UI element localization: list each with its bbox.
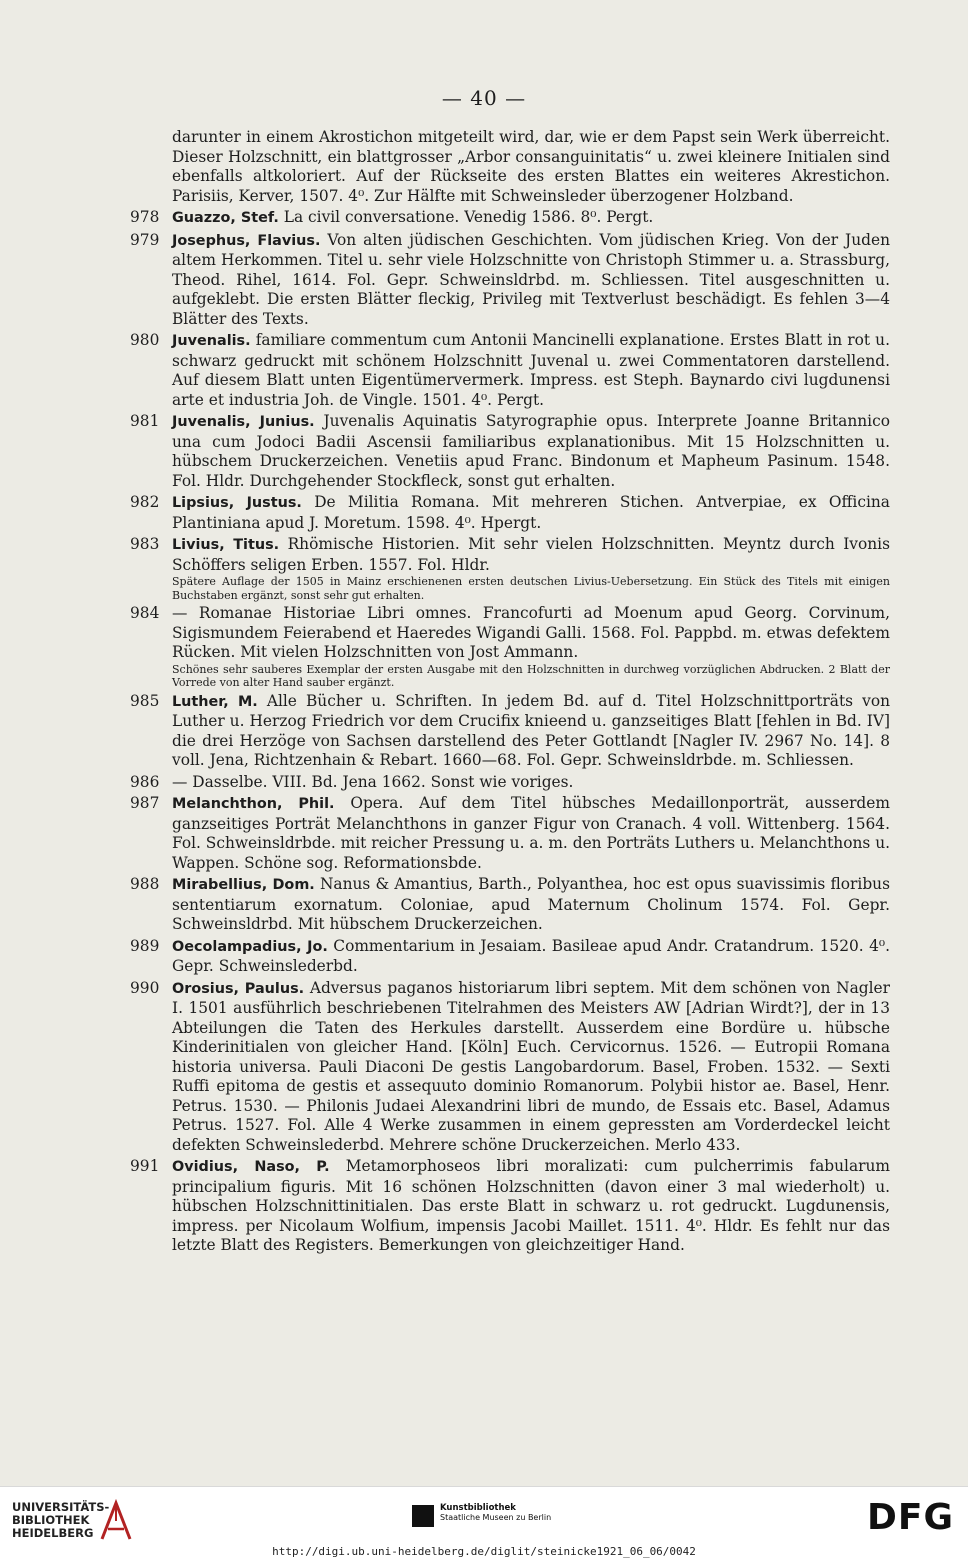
entry-body — [172, 692, 890, 771]
catalog-entry — [130, 875, 890, 935]
entry-number: 980 — [130, 331, 160, 349]
university-seal-icon — [96, 1499, 136, 1543]
entry-number: 989 — [130, 936, 160, 955]
entry-text: Juvenalis Aquinatis Satyrographie opus. Interprete Joanne Britannico una cum Jodoci Badii Ascensii familiaribus explanationibus. Mit 15 Holzschnitten u. hübschem Druckerzeichen. Venetiis apud Franc. Bindonum et Mapheum Pasinum. 1548. Fol. Hldr. Durchgehender Stockfleck, sonst gut erhalten. — [172, 412, 890, 490]
catalog-entry — [130, 604, 890, 690]
entry-author: Josephus, Flavius. — [172, 232, 321, 249]
kb-subtitle: Staatliche Museen zu Berlin — [440, 1513, 552, 1522]
entry-text: Alle Bücher u. Schriften. In jedem Bd. auf d. Titel Holzschnittporträts von Luther u. Herzog Friedrich vor dem Crucifix knieend u. ganzseitiges Blatt [fehlen in Bd. IV] die drei Herzöge von Sachsen darstellend des Peter Gottlandt [Nagler IV. 2967 No. 14]. 8 voll. Jena, Richtzenhain & Rebart. 1660—68. Fol. Gepr. Schweinsldrbde. m. Schliessen. — [172, 691, 890, 769]
entry-text: Opera. Auf dem Titel hübsches Medaillonporträt, ausserdem ganzseitiges Porträt Melanchthons in ganzer Figur von Cranach. 4 voll. Wittenberg. 1564. Fol. Schweinsldrbde. mit reicher Pressung u. a. m. den Porträts Luthers u. Melanchthons u. Wappen. Schöne sog. Reformationsbde. — [172, 794, 890, 872]
entry-number: 978 — [130, 208, 160, 226]
entry-body — [172, 604, 890, 663]
entry-author: Ovidius, Naso, P. — [172, 1159, 330, 1175]
entry-number: 988 — [130, 875, 160, 893]
entry-text: Adversus paganos historiarum libri septem. Mit dem schönen von Nagler I. 1501 ausführlich beschriebenen Titelrahmen des Meisters AW [Adrian Wirdt?], der in 13 Abteilungen die Taten des Herkules darstellt. Ausserdem eine Bordüre u. hübsche Kinderinitialen von gleicher Hand. [Köln] Euch. Cervicornus. 1526. — Eutropii Romana historia universa. Pauli Diaconi De gestis Langobardorum. Basel, Froben. 1532. — Sexti Ruffi epitoma de gestis et assequuto dominio Romanorum. Polybii histor ae. Basel, Henr. Petrus. 1530. — Philonis Judaei Alexandrini libri de mundo, de Essais etc. Basel, Adamus Petrus. 1527. Fol. Alle 4 Werke zusammen in einem gepressten am Vorderdeckel leicht defekten Schweinslederbd. Mehrere schöne Druckerzeichen. Merlo 433. — [172, 978, 890, 1154]
entry-number: 990 — [130, 978, 160, 997]
source-url[interactable]: http://digi.ub.uni-heidelberg.de/diglit/steinicke1921_06_06/0042 — [272, 1545, 696, 1558]
catalog-entry — [130, 412, 890, 491]
entry-body — [172, 412, 890, 491]
entry-author: Orosius, Paulus. — [172, 980, 305, 997]
entry-body — [172, 535, 890, 575]
entry-number: 982 — [130, 493, 160, 511]
entry-author: Lipsius, Justus. — [172, 495, 302, 511]
entry-number: 983 — [130, 535, 160, 553]
entry-number: 985 — [130, 691, 160, 710]
entry-author: Melanchthon, Phil. — [172, 796, 335, 812]
catalog-entry — [130, 208, 890, 229]
entry-body — [172, 937, 890, 977]
kunstbibliothek-logo-text[interactable] — [440, 1503, 551, 1523]
page-number: — 40 — — [441, 86, 527, 110]
entry-author: Mirabellius, Dom. — [172, 877, 315, 893]
entry-number: 987 — [130, 794, 160, 812]
catalog-content — [130, 128, 890, 1258]
footer-bar — [0, 1486, 968, 1563]
catalog-entry — [130, 493, 890, 533]
kb-title: Kunstbibliothek — [440, 1503, 516, 1513]
entry-number: 986 — [130, 772, 160, 791]
entry-body — [172, 1157, 890, 1256]
entry-note: Schönes sehr sauberes Exemplar der ersten Ausgabe mit den Holzschnitten in durchweg vorzüglichen Abdrucken. 2 Blatt der Vorrede von alter Hand sauber ergänzt. — [172, 662, 890, 689]
uni-line-3: HEIDELBERG — [12, 1526, 94, 1540]
university-library-logo-text[interactable] — [12, 1501, 109, 1540]
entry-text: Rhömische Historien. Mit sehr vielen Holzschnitten. Meyntz durch Ivonis Schöffers seligen Erben. 1557. Fol. Hldr. — [172, 535, 890, 574]
entry-author: Juvenalis. — [172, 333, 251, 349]
kunstbibliothek-icon — [412, 1505, 434, 1527]
entry-body — [172, 773, 890, 793]
entry-list — [130, 208, 890, 1256]
entry-text: Nanus & Amantius, Barth., Polyanthea, hoc est opus suavissimis floribus sententiarum exornatum. Coloniae, apud Maternum Cholinum 1574. Fol. Gepr. Schweinsldrbd. Mit hübschem Druckerzeichen. — [172, 875, 890, 933]
entry-author: Luther, M. — [172, 693, 258, 710]
entry-text: — Dasselbe. VIII. Bd. Jena 1662. Sonst wie voriges. — [172, 772, 574, 791]
entry-body — [172, 979, 890, 1156]
catalog-entry — [130, 331, 890, 410]
entry-body — [172, 794, 890, 873]
entry-text: familiare commentum cum Antonii Mancinelli explanatione. Erstes Blatt in rot u. schwarz gedruckt mit schönem Holzschnitt Juvenal u. zwei Commentatoren darstellend. Auf diesem Blatt unten Eigentümervermerk. Impress. est Steph. Baynardo civi lugdunensi arte et industria Joh. de Vingle. 1501. 4⁰. Pergt. — [172, 331, 890, 409]
entry-number: 991 — [130, 1157, 160, 1175]
catalog-entry — [130, 231, 890, 330]
entry-text: — Romanae Historiae Libri omnes. Francofurti ad Moenum apud Georg. Corvinum, Sigismundem Feierabend et Haeredes Wigandi Galli. 1568. Fol. Pappbd. m. etwas defektem Rücken. Mit vielen Holzschnitten von Jost Ammann. — [172, 604, 890, 661]
entry-note: Spätere Auflage der 1505 in Mainz erschienenen ersten deutschen Livius-Uebersetzung. Ein Stück des Titels mit einigen Buchstaben ergänzt, sonst sehr gut erhalten. — [172, 575, 890, 602]
entry-body — [172, 208, 890, 229]
uni-line-1: UNIVERSITÄTS- — [12, 1500, 110, 1514]
entry-number: 981 — [130, 412, 160, 430]
catalog-entry — [130, 979, 890, 1156]
catalog-entry — [130, 692, 890, 771]
dfg-logo[interactable]: DFG — [866, 1497, 954, 1538]
entry-author: Livius, Titus. — [172, 537, 280, 553]
entry-body — [172, 331, 890, 410]
entry-body — [172, 875, 890, 935]
entry-number: 979 — [130, 230, 160, 249]
continuation-paragraph — [130, 128, 890, 206]
catalog-entry — [130, 794, 890, 873]
catalog-entry — [130, 773, 890, 793]
catalog-entry — [130, 1157, 890, 1256]
entry-text: Commentarium in Jesaiam. Basileae apud Andr. Cratandrum. 1520. 4⁰. Gepr. Schweinslederbd. — [172, 936, 890, 975]
entry-text: Von alten jüdischen Geschichten. Vom jüdischen Krieg. Von der Juden altem Herkommen. Titel u. sehr viele Holzschnitte von Christoph Stimmer u. a. Strassburg, Theod. Rihel, 1614. Fol. Gepr. Schweinsldrbd. m. Schliessen. Titel ausgeschnitten u. aufgeklebt. Die ersten Blätter fleckig, Privileg mit Textverlust beschädigt. Es fehlen 3—4 Blätter des Texts. — [172, 230, 890, 328]
entry-text: Metamorphoseos libri moralizati: cum pulcherrimis fabularum principalium figuris. Mit 16 schönen Holzschnitten (davon einer 3 mal wiederholt) u. hübschen Holzschnittinitialen. Das erste Blatt in schwarz u. rot gedruckt. Lugdunensis, impress. per Nicolaum Wolfium, impensis Jacobi Maillet. 1511. 4⁰. Hldr. Es fehlt nur das letzte Blatt des Registers. Bemerkungen von gleichzeitiger Hand. — [172, 1157, 890, 1254]
entry-author: Juvenalis, Junius. — [172, 414, 315, 430]
entry-author: Guazzo, Stef. — [172, 210, 279, 226]
catalog-entry — [130, 535, 890, 602]
entry-author: Oecolampadius, Jo. — [172, 938, 328, 955]
entry-text: De Militia Romana. Mit mehreren Stichen. Antverpiae, ex Officina Plantiniana apud J. Moretum. 1598. 4⁰. Hpergt. — [172, 493, 890, 532]
entry-body — [172, 231, 890, 330]
entry-body — [172, 493, 890, 533]
continuation-text: darunter in einem Akrostichon mitgeteilt wird, dar, wie er dem Papst sein Werk überreicht. Dieser Holzschnitt, ein blattgrosser „Arbor consanguinitatis“ u. zwei kleinere Initialen sind ebenfalls altkoloriert. Auf der Rückseite des ersten Blattes ein weiteres Akrestichon. Parisiis, Kerver, 1507. 4⁰. Zur Hälfte mit Schweinsleder überzogener Holzband. — [172, 128, 890, 205]
entry-text: La civil conversatione. Venedig 1586. 8⁰. Pergt. — [283, 208, 654, 226]
uni-line-2: BIBLIOTHEK — [12, 1513, 90, 1527]
entry-number: 984 — [130, 604, 160, 622]
catalog-entry — [130, 937, 890, 977]
